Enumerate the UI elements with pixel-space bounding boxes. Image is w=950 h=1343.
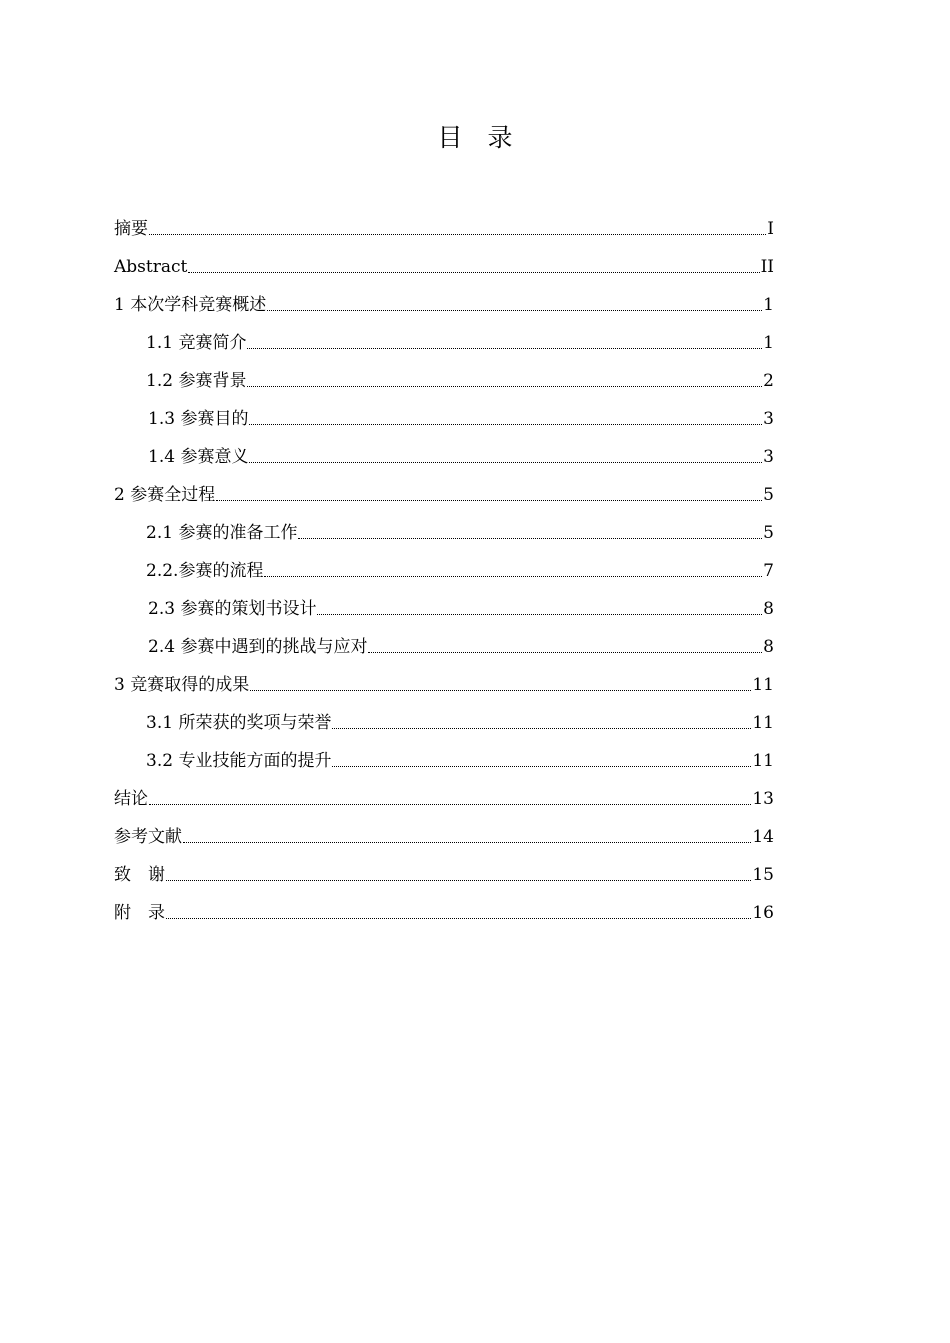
toc-entry[interactable] [0,240,950,278]
dot-leader [264,575,762,577]
dot-leader [247,385,762,387]
dot-leader [249,423,762,425]
toc-entry-page-number: 11 [752,675,774,695]
toc-entry-label: Abstract [114,257,188,277]
toc-entry[interactable] [0,886,950,924]
dot-leader [368,651,762,653]
toc-entry[interactable] [0,544,950,582]
dot-leader [183,841,751,843]
dot-leader [149,233,766,235]
toc-entry-label: 1.4 参赛意义 [148,447,249,467]
toc-entry-page-number: 8 [763,637,774,657]
toc-entry-label: 致 谢 [114,865,165,885]
toc-entry-page-number: II [760,257,774,277]
toc-entry[interactable] [0,316,950,354]
toc-entry-page-number: 8 [763,599,774,619]
toc-entry-label: 1.3 参赛目的 [148,409,249,429]
toc-entry-page-number: 3 [763,447,774,467]
toc-entry-label: 参考文献 [114,827,182,847]
dot-leader [149,803,751,805]
toc-entry-label: 1 本次学科竞赛概述 [114,295,267,315]
page-title: 目 录 [437,123,513,152]
toc-entry-page-number: 5 [763,523,774,543]
dot-leader [267,309,762,311]
toc-entry-label: 1.1 竞赛简介 [146,333,247,353]
dot-leader [250,689,751,691]
toc-entry[interactable] [0,354,950,392]
dot-leader [249,461,762,463]
dot-leader [298,537,762,539]
toc-entry[interactable] [0,620,950,658]
toc-entry-label: 3.1 所荣获的奖项与荣誉 [146,713,332,733]
toc-entry-page-number: 15 [752,865,774,885]
toc-entry[interactable] [0,506,950,544]
toc-entry-label: 3.2 专业技能方面的提升 [146,751,332,771]
toc-entry-label: 摘要 [114,219,148,239]
toc-entry-page-number: 2 [763,371,774,391]
dot-leader [332,727,751,729]
toc-entry-page-number: 1 [763,333,774,353]
toc-entry-label: 1.2 参赛背景 [146,371,247,391]
dot-leader [166,917,751,919]
toc-entry-label: 2.1 参赛的准备工作 [146,523,298,543]
toc-entry-page-number: 3 [763,409,774,429]
toc-entry-label: 2 参赛全过程 [114,485,216,505]
toc-entry[interactable] [0,772,950,810]
dot-leader [188,271,759,273]
toc-entry-page-number: 11 [752,751,774,771]
toc-entry-page-number: 14 [752,827,774,847]
toc-entry-page-number: 5 [763,485,774,505]
toc-entry-label: 结论 [114,789,148,809]
toc-entry-page-number: I [767,219,774,239]
toc-entry-label: 附 录 [114,903,165,923]
toc-entry-label: 2.3 参赛的策划书设计 [148,599,317,619]
toc-entry-label: 2.4 参赛中遇到的挑战与应对 [148,637,368,657]
toc-entry[interactable] [0,810,950,848]
toc-entry-page-number: 13 [752,789,774,809]
toc-entry[interactable] [0,392,950,430]
dot-leader [332,765,751,767]
toc-entry-label: 2.2.参赛的流程 [146,561,264,581]
toc-entry[interactable] [0,430,950,468]
dot-leader [247,347,762,349]
toc-entry[interactable] [0,582,950,620]
toc-entry[interactable] [0,278,950,316]
dot-leader [317,613,762,615]
toc-entry[interactable] [0,734,950,772]
toc-entry[interactable] [0,696,950,734]
toc-entry[interactable] [0,202,950,240]
toc-entry-page-number: 11 [752,713,774,733]
toc-entry-label: 3 竞赛取得的成果 [114,675,250,695]
dot-leader [216,499,762,501]
toc-entry[interactable] [0,848,950,886]
toc-entry[interactable] [0,658,950,696]
toc-entry-page-number: 1 [763,295,774,315]
toc-entry[interactable] [0,468,950,506]
toc-entry-page-number: 7 [763,561,774,581]
toc-entry-page-number: 16 [752,903,774,923]
dot-leader [166,879,751,881]
